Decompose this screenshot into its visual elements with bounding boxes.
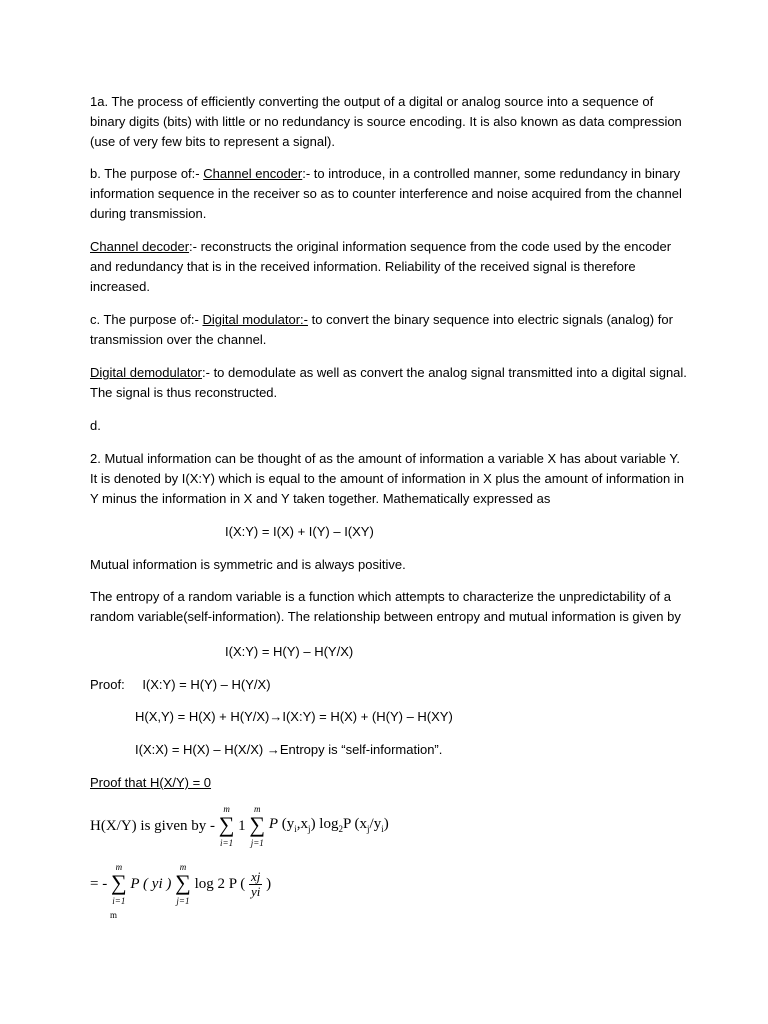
formula1-args: (y: [281, 815, 295, 832]
proof-equation-1: I(X:Y) = H(Y) – H(Y/X): [142, 677, 271, 692]
sum-upper-limit: m: [254, 804, 261, 814]
formula1-sub-i2: i: [381, 823, 384, 834]
formula1-sub-j2: j: [367, 823, 370, 834]
equation-mutual-information: I(X:Y) = I(X) + I(Y) – I(XY): [225, 524, 374, 539]
formula1-p: P: [268, 815, 279, 832]
formula1-one: 1: [238, 818, 246, 834]
proof-label: Proof:: [90, 677, 125, 692]
proof-line-1: [90, 675, 690, 695]
term-digital-modulator: Digital modulator:-: [202, 312, 308, 327]
paragraph-entropy: The entropy of a random variable is a function which attempts to characterize the unpredictability of a random variable(self-information). The relationship between entropy and mutual information is given by: [90, 589, 681, 624]
proof-heading: Proof that H(X/Y) = 0: [90, 775, 212, 790]
fraction-numerator: xj: [251, 868, 261, 884]
paragraph-b: [90, 164, 690, 224]
sum-upper-limit: m: [223, 804, 230, 814]
paragraph-d: d.: [90, 418, 101, 433]
proof-equation-2: H(X,Y) = H(X) + H(Y/X)→I(X:Y) = H(X) + (H(Y) – H(XY): [135, 709, 453, 724]
paragraph-b-prefix: b. The purpose of:-: [90, 166, 204, 181]
trailing-limit: m: [110, 910, 118, 920]
formula2-lead: = -: [90, 876, 108, 892]
sigma-icon: ∑: [110, 870, 127, 895]
summation-j: [249, 804, 265, 848]
paragraph-decoder-text: :- reconstructs the original information sequence from the code used by the encoder and redundancy that is in the received information. Reliability of the received signal is therefore increased.: [90, 239, 672, 294]
term-channel-decoder: Channel decoder: [90, 239, 190, 254]
paragraph-digital-demodulator: [90, 363, 690, 403]
formula-expanded: [90, 862, 690, 906]
sum-lower-limit: j=1: [176, 896, 190, 906]
fraction-denominator: yi: [251, 883, 261, 899]
paragraph-2: 2. Mutual information can be thought of as the amount of information a variable X has about variable Y. It is denoted by I(X:Y) which is equal to the amount of information in X plus the amount of information in Y minus the information in X and Y taken together. Mathematically expressed as: [90, 451, 684, 506]
formula-conditional-entropy: [90, 804, 690, 848]
formula2-log: log 2 P (: [194, 876, 246, 892]
formula1-log: ) log: [310, 815, 339, 832]
fraction-xj-yi: [249, 870, 262, 899]
formula1-tail-p: P (x: [342, 815, 368, 832]
sigma-icon: ∑: [175, 870, 191, 895]
summation-j: [175, 862, 191, 906]
paragraph-c-text: to convert the binary sequence into electric signals (analog) for transmission over the channel.: [90, 312, 673, 347]
paragraph-b-text: :- to introduce, in a controlled manner, some redundancy in binary information sequence in the receiver so as to counter interference and noise acquired from the channel during transmission.: [90, 166, 682, 221]
formula1-sub-i: i: [294, 823, 297, 834]
paragraph-demod-text: :- to demodulate as well as convert the analog signal transmitted into a digital signal. The signal is thus reconstructed.: [90, 365, 687, 400]
sum-lower-limit: j=1: [250, 838, 264, 848]
paragraph-1a: 1a. The process of efficiently converting the output of a digital or analog source into a sequence of binary digits (bits) with little or no redundancy is source encoding. It is also known as data compression (use of very few bits to represent a signal).: [90, 94, 682, 149]
formula1-slash-y: /y: [369, 815, 382, 832]
summation-i: [111, 862, 127, 906]
sigma-icon: ∑: [249, 812, 266, 837]
sigma-icon: ∑: [218, 812, 235, 837]
sum-upper-limit: m: [179, 862, 187, 872]
formula2-p-yi: P ( yi ): [130, 876, 172, 892]
paragraph-channel-decoder: [90, 237, 690, 297]
paragraph-c-prefix: c. The purpose of:-: [90, 312, 203, 327]
paragraph-symmetric: Mutual information is symmetric and is always positive.: [90, 557, 406, 572]
sum-upper-limit: m: [115, 862, 123, 872]
formula1-sub-j: j: [308, 823, 311, 834]
paragraph-c: [90, 310, 690, 350]
formula2-close: ): [266, 876, 272, 892]
term-digital-demodulator: Digital demodulator: [90, 365, 203, 380]
formula1-tail-close: ): [383, 815, 389, 832]
formula1-sub-2: 2: [338, 823, 343, 834]
formula1-lead: H(X/Y) is given by -: [90, 818, 215, 834]
sum-lower-limit: i=1: [112, 896, 126, 906]
term-channel-encoder: Channel encoder: [203, 166, 303, 181]
formula1-comma-x: ,x: [296, 815, 309, 832]
equation-entropy-relation: I(X:Y) = H(Y) – H(Y/X): [225, 644, 354, 659]
proof-equation-3: I(X:X) = H(X) – H(X/X) →Entropy is “self-information”.: [135, 742, 443, 757]
sum-lower-limit: i=1: [220, 838, 234, 848]
summation-i: [219, 804, 235, 848]
